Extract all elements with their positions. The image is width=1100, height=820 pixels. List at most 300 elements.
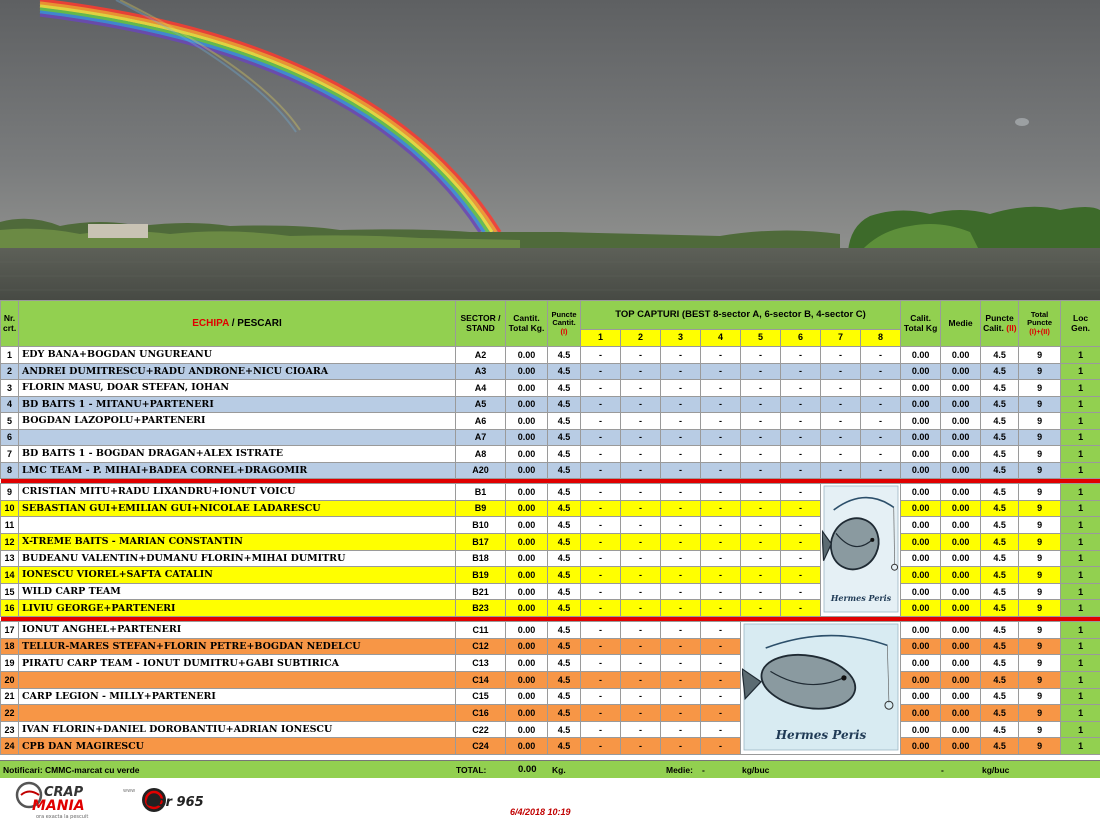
cantit-value: 0.00 <box>506 363 548 380</box>
puncte-cantit-value: 4.5 <box>548 671 581 688</box>
capture-cell: - <box>741 500 781 517</box>
team-row[interactable] <box>1 396 1100 413</box>
notificari-text: Notificari: CMMC-marcat cu verde <box>3 765 140 775</box>
cantit-value: 0.00 <box>506 396 548 413</box>
capture-cell: - <box>661 671 701 688</box>
nr-label: Nr. <box>4 313 15 323</box>
col-total-puncte-header <box>1019 301 1061 347</box>
medie-value: 0.00 <box>941 363 981 380</box>
stand-code: B18 <box>456 550 506 567</box>
team-row[interactable] <box>1 484 1100 501</box>
medie-value: 0.00 <box>941 638 981 655</box>
team-name: IONESCU VIOREL+SAFTA CATALIN <box>19 567 456 584</box>
team-name: EDY BANA+BOGDAN UNGUREANU <box>19 347 456 364</box>
medie-value: 0.00 <box>941 347 981 364</box>
team-row[interactable] <box>1 721 1100 738</box>
team-name: PIRATU CARP TEAM - IONUT DUMITRU+GABI SUBTIRICA <box>19 655 456 672</box>
capture-cell: - <box>581 671 621 688</box>
capture-cell: - <box>781 380 821 397</box>
calit-value: 0.00 <box>901 484 941 501</box>
puncte-cantit-value: 4.5 <box>548 500 581 517</box>
team-row[interactable] <box>1 380 1100 397</box>
puncte-calit-value: 4.5 <box>981 638 1019 655</box>
capture-cell: - <box>741 550 781 567</box>
capture-cell: - <box>701 567 741 584</box>
total-kg-label: Total Kg. <box>509 323 545 333</box>
col-top-capturi-header: TOP CAPTURI (BEST 8-sector A, 6-sector B, 4-sector C) <box>581 301 901 330</box>
loc-value: 1 <box>1061 721 1100 738</box>
calit-label: Calit. <box>910 313 931 323</box>
total-value: 9 <box>1019 705 1061 722</box>
calit-value: 0.00 <box>901 688 941 705</box>
total-value: 9 <box>1019 462 1061 479</box>
medie-value: 0.00 <box>941 583 981 600</box>
row-number: 12 <box>1 533 19 550</box>
calit-value: 0.00 <box>901 655 941 672</box>
row-number: 19 <box>1 655 19 672</box>
gen-label: Gen. <box>1071 323 1090 333</box>
team-row[interactable] <box>1 671 1100 688</box>
capture-cell: - <box>821 446 861 463</box>
capture-cell: - <box>621 671 661 688</box>
stand-code: C11 <box>456 622 506 639</box>
medie-value: 0.00 <box>941 533 981 550</box>
capture-cell: - <box>581 413 621 430</box>
capture-cell: - <box>781 347 821 364</box>
capture-cell: - <box>661 705 701 722</box>
puncte-cantit-value: 4.5 <box>548 567 581 584</box>
puncte-calit-value: 4.5 <box>981 484 1019 501</box>
capture-cell: - <box>661 429 701 446</box>
col-loc-header <box>1061 301 1100 347</box>
capture-cell: - <box>781 517 821 534</box>
capture-cell: - <box>581 638 621 655</box>
team-row[interactable] <box>1 638 1100 655</box>
capture-cell: - <box>741 446 781 463</box>
team-row[interactable] <box>1 429 1100 446</box>
row-number: 5 <box>1 413 19 430</box>
total-value: 9 <box>1019 738 1061 755</box>
team-row[interactable] <box>1 413 1100 430</box>
capture-cell: - <box>701 738 741 755</box>
crt-label: crt. <box>3 323 16 333</box>
cantit-value: 0.00 <box>506 638 548 655</box>
capture-cell: - <box>621 396 661 413</box>
puncte-cantit-value: 4.5 <box>548 446 581 463</box>
crap-tagline: ora exacta la pescuit <box>36 814 88 820</box>
capture-cell: - <box>701 413 741 430</box>
loc-value: 1 <box>1061 533 1100 550</box>
medie-value: 0.00 <box>941 446 981 463</box>
sponsor-logo-cell <box>821 484 901 617</box>
medie-value: 0.00 <box>941 738 981 755</box>
cantit-value: 0.00 <box>506 380 548 397</box>
team-row[interactable] <box>1 738 1100 755</box>
col-sector-header <box>456 301 506 347</box>
footer-summary-bar <box>0 760 1100 778</box>
team-name: LMC TEAM - P. MIHAI+BADEA CORNEL+DRAGOMIR <box>19 462 456 479</box>
capture-cell: - <box>621 380 661 397</box>
capture-cell: - <box>661 500 701 517</box>
capture-cell: - <box>661 533 701 550</box>
cantit-value: 0.00 <box>506 484 548 501</box>
capture-cell: - <box>581 705 621 722</box>
loc-value: 1 <box>1061 484 1100 501</box>
puncte-cantit-value: 4.5 <box>548 550 581 567</box>
team-name: WILD CARP TEAM <box>19 583 456 600</box>
capture-cell: - <box>661 622 701 639</box>
capture-cell: - <box>741 380 781 397</box>
team-name: BUDEANU VALENTIN+DUMANU FLORIN+MIHAI DUMITRU <box>19 550 456 567</box>
capture-cell: - <box>581 567 621 584</box>
print-timestamp: 6/4/2018 10:19 <box>510 807 571 817</box>
calit-value: 0.00 <box>901 396 941 413</box>
puncte-cantit-value: 4.5 <box>548 517 581 534</box>
team-row[interactable] <box>1 622 1100 639</box>
stand-code: B10 <box>456 517 506 534</box>
puncte-cantit-value: 4.5 <box>548 413 581 430</box>
capture-cell: - <box>781 600 821 617</box>
capture-cell: - <box>781 363 821 380</box>
team-name <box>19 671 456 688</box>
puncte-calit-value: 4.5 <box>981 567 1019 584</box>
puncte-cantit-value: 4.5 <box>548 600 581 617</box>
medie-value: 0.00 <box>941 429 981 446</box>
capture-cell: - <box>701 347 741 364</box>
total-unit: Kg. <box>552 765 566 775</box>
cantit-value: 0.00 <box>506 567 548 584</box>
capture-cell: - <box>661 550 701 567</box>
capture-cell: - <box>661 517 701 534</box>
capture-cell: - <box>661 462 701 479</box>
capture-cell: - <box>581 550 621 567</box>
capture-cell: - <box>741 429 781 446</box>
capture-cell: - <box>581 396 621 413</box>
loc-value: 1 <box>1061 600 1100 617</box>
medie-label: Medie: <box>666 765 693 775</box>
col-team-header <box>19 301 456 347</box>
loc-value: 1 <box>1061 380 1100 397</box>
capture-cell: - <box>781 446 821 463</box>
loc-value: 1 <box>1061 446 1100 463</box>
puncte-calit-value: 4.5 <box>981 671 1019 688</box>
capture-cell: - <box>621 484 661 501</box>
cantit-value: 0.00 <box>506 583 548 600</box>
capture-cell: - <box>821 462 861 479</box>
cantit-value: 0.00 <box>506 738 548 755</box>
capture-cell: - <box>581 347 621 364</box>
calit-value: 0.00 <box>901 671 941 688</box>
team-name: LIVIU GEORGE+PARTENERI <box>19 600 456 617</box>
hermes-peris-text: Hermes Peris <box>774 728 866 742</box>
puncte-cantit-value: 4.5 <box>548 380 581 397</box>
puncte-cantit-value: 4.5 <box>548 462 581 479</box>
capture-cell: - <box>781 550 821 567</box>
row-number: 10 <box>1 500 19 517</box>
capture-cell: - <box>661 380 701 397</box>
row-number: 1 <box>1 347 19 364</box>
capture-cell: - <box>741 363 781 380</box>
capture-cell: - <box>621 347 661 364</box>
capture-cell: - <box>821 380 861 397</box>
team-name: IONUT ANGHEL+PARTENERI <box>19 622 456 639</box>
stand-code: B23 <box>456 600 506 617</box>
puncte-calit-label: Puncte <box>985 313 1013 323</box>
capture-cell: - <box>741 567 781 584</box>
capture-cell: - <box>821 429 861 446</box>
calit-value: 0.00 <box>901 517 941 534</box>
cantit-value: 0.00 <box>506 462 548 479</box>
capture-col-header: 2 <box>621 330 661 347</box>
puncte-cantit-value: 4.5 <box>548 347 581 364</box>
capture-cell: - <box>861 396 901 413</box>
medie-value: 0.00 <box>941 622 981 639</box>
loc-value: 1 <box>1061 583 1100 600</box>
team-row[interactable] <box>1 517 1100 534</box>
capture-cell: - <box>861 446 901 463</box>
stand-code: A20 <box>456 462 506 479</box>
capture-cell: - <box>781 484 821 501</box>
puncte-calit-value: 4.5 <box>981 500 1019 517</box>
hermes-peris-logo <box>822 484 900 614</box>
team-row[interactable] <box>1 583 1100 600</box>
team-name: IVAN FLORIN+DANIEL DOROBANTIU+ADRIAN IONESCU <box>19 721 456 738</box>
capture-cell: - <box>701 446 741 463</box>
puncte-cantit-value: 4.5 <box>548 688 581 705</box>
cantit-value: 0.00 <box>506 671 548 688</box>
capture-cell: - <box>621 738 661 755</box>
stand-label: STAND <box>466 323 495 333</box>
capture-col-header: 4 <box>701 330 741 347</box>
puncte-calit-value: 4.5 <box>981 446 1019 463</box>
header-photo <box>0 0 1100 300</box>
sponsor-logo-cell <box>741 622 901 755</box>
capture-cell: - <box>861 413 901 430</box>
loc-value: 1 <box>1061 500 1100 517</box>
capture-cell: - <box>581 517 621 534</box>
team-name: BOGDAN LAZOPOLU+PARTENERI <box>19 413 456 430</box>
team-name: CRISTIAN MITU+RADU LIXANDRU+IONUT VOICU <box>19 484 456 501</box>
row-number: 21 <box>1 688 19 705</box>
total-label: Total <box>1031 310 1048 319</box>
capture-cell: - <box>741 396 781 413</box>
crap-mania-logo <box>14 780 124 820</box>
capture-cell: - <box>581 533 621 550</box>
total-value: 9 <box>1019 429 1061 446</box>
medie-value: 0.00 <box>941 396 981 413</box>
puncte-calit-value: 4.5 <box>981 705 1019 722</box>
capture-cell: - <box>741 600 781 617</box>
puncte-cantit-value: 4.5 <box>548 622 581 639</box>
capture-cell: - <box>621 446 661 463</box>
team-row[interactable] <box>1 347 1100 364</box>
puncte-cantit-value: 4.5 <box>548 705 581 722</box>
stand-code: A3 <box>456 363 506 380</box>
team-row[interactable] <box>1 705 1100 722</box>
sponsor-row <box>0 778 1100 819</box>
total-value: 9 <box>1019 550 1061 567</box>
capture-cell: - <box>701 600 741 617</box>
capture-cell: - <box>581 583 621 600</box>
medie-value: 0.00 <box>941 567 981 584</box>
stand-code: C24 <box>456 738 506 755</box>
capture-cell: - <box>821 347 861 364</box>
capture-col-header: 7 <box>821 330 861 347</box>
cantit-value: 0.00 <box>506 655 548 672</box>
loc-value: 1 <box>1061 550 1100 567</box>
stand-code: A6 <box>456 413 506 430</box>
loc-label: Loc <box>1073 313 1088 323</box>
team-name <box>19 705 456 722</box>
total-value: 9 <box>1019 671 1061 688</box>
gor-name: Gor 965 <box>146 795 204 810</box>
calit-value: 0.00 <box>901 413 941 430</box>
team-name: BD BAITS 1 - MITANU+PARTENERI <box>19 396 456 413</box>
capture-cell: - <box>781 413 821 430</box>
team-row[interactable] <box>1 550 1100 567</box>
capture-cell: - <box>661 363 701 380</box>
puncte-calit-value: 4.5 <box>981 688 1019 705</box>
capture-cell: - <box>661 738 701 755</box>
row-number: 9 <box>1 484 19 501</box>
medie-value: 0.00 <box>941 721 981 738</box>
capture-cell: - <box>821 396 861 413</box>
capture-col-header: 5 <box>741 330 781 347</box>
team-name <box>19 429 456 446</box>
capture-cell: - <box>581 380 621 397</box>
capture-cell: - <box>741 413 781 430</box>
capture-cell: - <box>621 462 661 479</box>
capture-cell: - <box>781 500 821 517</box>
medie-value: 0.00 <box>941 380 981 397</box>
team-row[interactable] <box>1 655 1100 672</box>
stand-code: C22 <box>456 721 506 738</box>
standings-body <box>1 347 1100 755</box>
calit-value: 0.00 <box>901 380 941 397</box>
capture-cell: - <box>741 484 781 501</box>
capture-cell: - <box>661 600 701 617</box>
loc-value: 1 <box>1061 622 1100 639</box>
capture-cell: - <box>621 721 661 738</box>
puncte-calit-value: 4.5 <box>981 622 1019 639</box>
row-number: 22 <box>1 705 19 722</box>
capture-cell: - <box>621 567 661 584</box>
calit-sub-label: Calit. <box>983 323 1004 333</box>
col-medie-header: Medie <box>941 301 981 347</box>
capture-cell: - <box>581 363 621 380</box>
capture-cell: - <box>621 517 661 534</box>
medie-value: 0.00 <box>941 688 981 705</box>
capture-cell: - <box>621 429 661 446</box>
calit-value: 0.00 <box>901 347 941 364</box>
team-row[interactable] <box>1 462 1100 479</box>
capture-cell: - <box>701 363 741 380</box>
puncte-cantit-value: 4.5 <box>548 638 581 655</box>
capture-cell: - <box>781 533 821 550</box>
capture-cell: - <box>621 363 661 380</box>
calit-value: 0.00 <box>901 533 941 550</box>
row-number: 15 <box>1 583 19 600</box>
capture-cell: - <box>861 347 901 364</box>
puncte-calit-value: 4.5 <box>981 721 1019 738</box>
cantit-value: 0.00 <box>506 413 548 430</box>
capture-cell: - <box>861 462 901 479</box>
capture-cell: - <box>661 413 701 430</box>
capture-cell: - <box>701 462 741 479</box>
team-name <box>19 517 456 534</box>
team-row[interactable] <box>1 446 1100 463</box>
stand-code: C16 <box>456 705 506 722</box>
calit-value: 0.00 <box>901 705 941 722</box>
team-row[interactable] <box>1 600 1100 617</box>
capture-cell: - <box>581 484 621 501</box>
capture-cell: - <box>701 380 741 397</box>
cantit-value: 0.00 <box>506 429 548 446</box>
capture-cell: - <box>781 567 821 584</box>
roman-sum-label: (I)+(II) <box>1029 327 1050 336</box>
medie-value: 0.00 <box>941 517 981 534</box>
total-value: 9 <box>1019 363 1061 380</box>
mania-word: MANIA <box>32 798 85 814</box>
capture-cell: - <box>661 638 701 655</box>
total-value: 9 <box>1019 517 1061 534</box>
row-number: 3 <box>1 380 19 397</box>
col-puncte-calit-header <box>981 301 1019 347</box>
capture-cell: - <box>581 446 621 463</box>
puncte-calit-value: 4.5 <box>981 583 1019 600</box>
puncte-calit-value: 4.5 <box>981 655 1019 672</box>
stand-code: B17 <box>456 533 506 550</box>
row-number: 16 <box>1 600 19 617</box>
stand-code: A2 <box>456 347 506 364</box>
cantit-value: 0.00 <box>506 705 548 722</box>
row-number: 8 <box>1 462 19 479</box>
capture-cell: - <box>621 533 661 550</box>
capture-cell: - <box>741 517 781 534</box>
capture-cell: - <box>861 363 901 380</box>
calit-value: 0.00 <box>901 363 941 380</box>
capture-cell: - <box>701 688 741 705</box>
capture-col-header: 1 <box>581 330 621 347</box>
team-row[interactable] <box>1 688 1100 705</box>
team-row[interactable] <box>1 500 1100 517</box>
capture-cell: - <box>581 738 621 755</box>
capture-cell: - <box>821 413 861 430</box>
puncte-cantit-value: 4.5 <box>548 721 581 738</box>
team-row[interactable] <box>1 567 1100 584</box>
row-number: 11 <box>1 517 19 534</box>
capture-cell: - <box>661 347 701 364</box>
capture-cell: - <box>621 583 661 600</box>
capture-cell: - <box>581 655 621 672</box>
medie-value: 0.00 <box>941 550 981 567</box>
capture-cell: - <box>701 517 741 534</box>
team-row[interactable] <box>1 533 1100 550</box>
puncte-cantit-value: 4.5 <box>548 533 581 550</box>
capture-cell: - <box>661 655 701 672</box>
capture-cell: - <box>701 671 741 688</box>
capture-cell: - <box>661 583 701 600</box>
stand-code: A4 <box>456 380 506 397</box>
calit-value: 0.00 <box>901 462 941 479</box>
cantit-value: 0.00 <box>506 446 548 463</box>
echipa-label: ECHIPA <box>192 318 229 329</box>
medie-value: 0.00 <box>941 484 981 501</box>
team-name: FLORIN MASU, DOAR STEFAN, IOHAN <box>19 380 456 397</box>
capture-cell: - <box>621 705 661 722</box>
team-row[interactable] <box>1 363 1100 380</box>
total-value: 9 <box>1019 567 1061 584</box>
